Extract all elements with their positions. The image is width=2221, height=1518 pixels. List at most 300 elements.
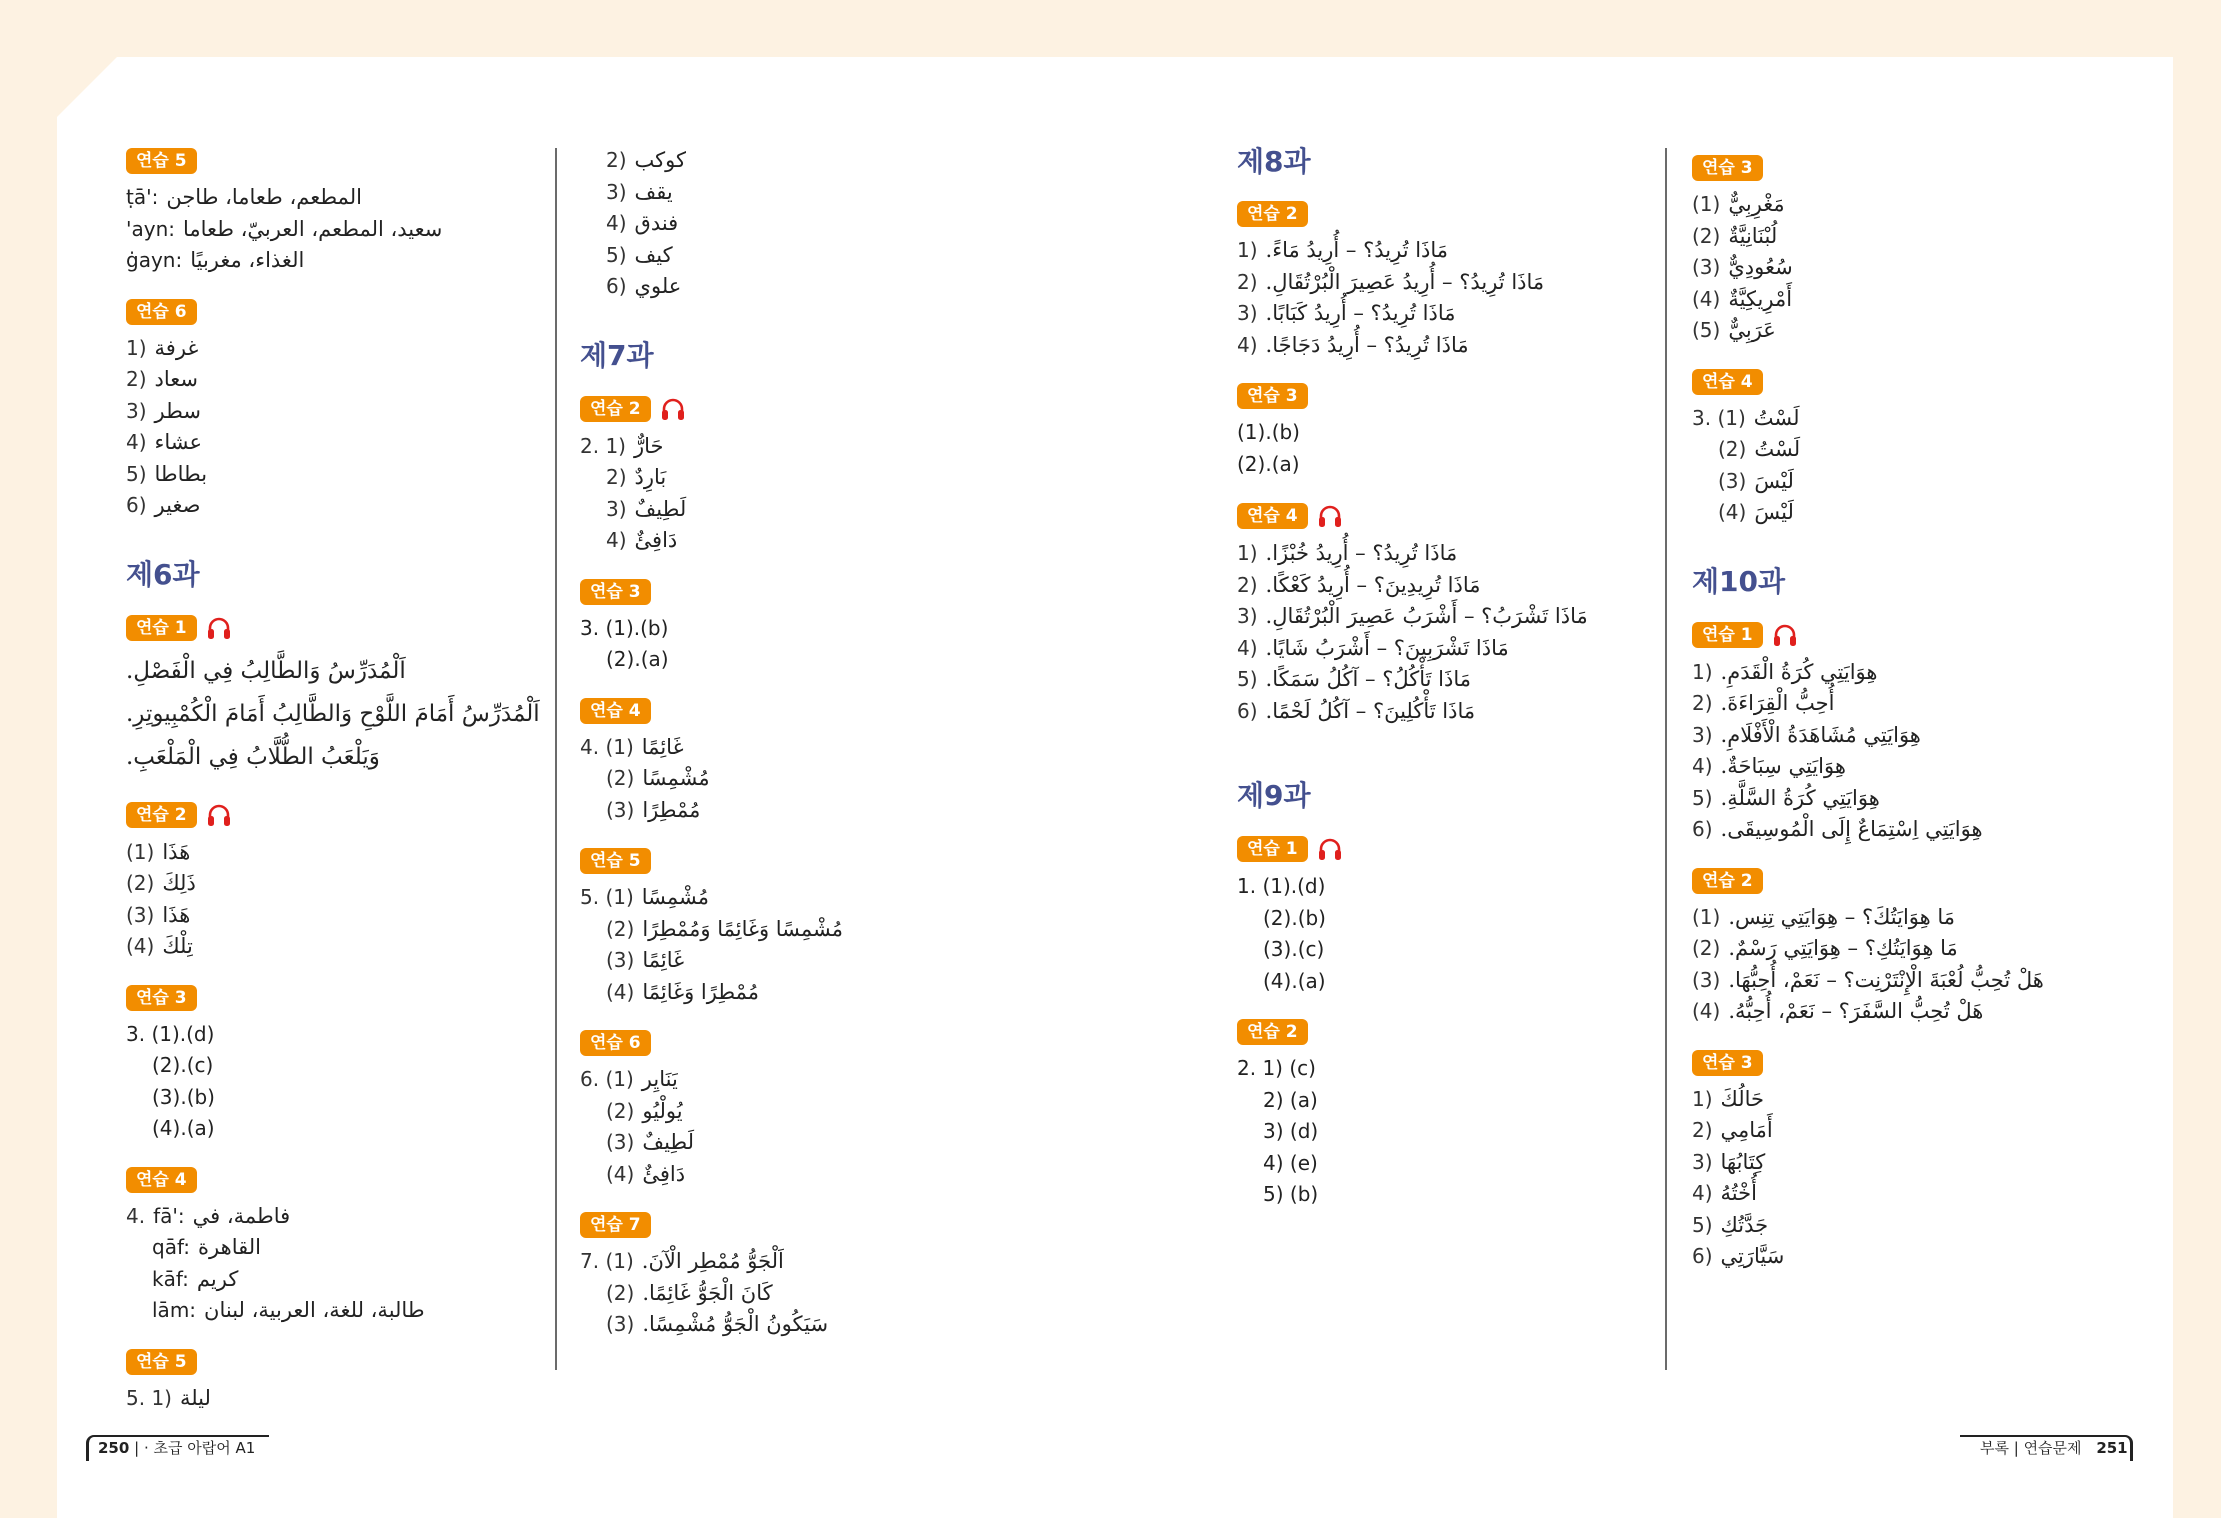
answer-number: (2) (1718, 437, 1747, 461)
answer-line (1692, 814, 2132, 846)
page-number-left: 250 (98, 1439, 130, 1457)
headphone-icon (1316, 502, 1344, 530)
arabic-answer: تِلْكَ (162, 934, 193, 958)
answer-line (126, 396, 536, 428)
answer-line (580, 1064, 1040, 1096)
answer-line: (2).(a) (1237, 451, 1300, 476)
exercise-header (126, 1349, 536, 1375)
answer-number: 3) (1692, 1149, 1713, 1174)
answer-line: (2).(b) (1263, 905, 1326, 930)
answer-number: 4) (1237, 635, 1258, 660)
exercise-badge: 연습 4 (580, 698, 651, 724)
answer-line: 5) (b) (1263, 1182, 1319, 1206)
answer-line (1237, 538, 1657, 570)
arabic-answer: مَاذَا تُرِيدُ؟ – أُرِيدُ خُبْزًا. (1265, 541, 1458, 565)
exercise-badge: 연습 6 (126, 299, 197, 325)
answer-number: (3) (1692, 255, 1721, 279)
answer-line: (2).(c) (152, 1053, 214, 1077)
answer-line (1237, 235, 1657, 267)
answer-number: (4) (606, 979, 635, 1004)
answer-line (126, 364, 536, 396)
letter-label: ġayn: (126, 248, 183, 272)
arabic-answer: لَسْتُ (1754, 437, 1801, 461)
answer-line (126, 1232, 536, 1264)
answer-line (1692, 1178, 2132, 1210)
arabic-answer: اَلْمُدَرِّسُ وَالطَّالِبُ فِي الْفَصْلِ. (126, 657, 406, 684)
answer-line: (3).(b) (152, 1084, 215, 1109)
answer-line (580, 977, 1040, 1009)
exercise-header (126, 614, 536, 642)
answer-line (126, 1383, 536, 1415)
exercise-badge: 연습 2 (1237, 1019, 1308, 1045)
answer-number: 3. (1) (1692, 405, 1746, 430)
answer-number: 2) (1237, 572, 1258, 597)
answer-line (606, 208, 1040, 240)
answer-line (1692, 221, 2132, 253)
exercise-badge: 연습 4 (126, 1167, 197, 1193)
answer-line: 4) (e) (1263, 1150, 1318, 1175)
answer-number: 1) (1692, 659, 1713, 684)
answer-line (580, 914, 1040, 946)
arabic-answer: كيف (634, 242, 673, 267)
answer-number: (2) (606, 1280, 635, 1305)
answer-number: (3) (1692, 967, 1721, 992)
answer-number: (3) (606, 1312, 635, 1336)
answer-number: 1) (1237, 541, 1258, 565)
arabic-answer: لَسْتُ (1753, 405, 1800, 430)
exercise-header (1692, 621, 2132, 649)
exercise-badge: 연습 4 (1237, 503, 1308, 529)
answer-number: 1) (1692, 1086, 1713, 1111)
answer-line: 3. (1).(d) (126, 1021, 215, 1046)
answer-line (126, 1264, 536, 1296)
lesson-heading: 제7과 (580, 338, 654, 372)
answer-line (126, 900, 536, 932)
exercise-header (1237, 1019, 1657, 1045)
answer-line (580, 945, 1040, 977)
arabic-answer: لُبْنَانِيَّةٌ (1728, 223, 1778, 248)
answer-line (126, 333, 536, 365)
exercise-header (580, 698, 1040, 724)
letter-label: 'ayn: (126, 216, 176, 241)
answer-number: (2) (606, 916, 635, 941)
arabic-answer: يقف (634, 179, 673, 204)
answer-line (1692, 933, 2132, 965)
arabic-answer: أَمَامِي (1720, 1118, 1773, 1142)
exercise-header (1237, 502, 1657, 530)
arabic-answer: مَاذَا تَأْكُلِينَ؟ – آكُلُ لَحْمًا. (1265, 698, 1476, 723)
answer-line (1692, 751, 2132, 783)
answer-number: (2) (606, 766, 635, 790)
answer-number: (3) (606, 797, 635, 822)
arabic-answer: يَنَايِر (641, 1067, 678, 1091)
answer-line (1692, 189, 2132, 221)
exercise-badge: 연습 3 (1692, 1050, 1763, 1076)
answer-line (1237, 664, 1657, 696)
answer-number: 3) (1237, 604, 1258, 628)
column-4 (1692, 155, 2132, 1273)
answer-number: 6) (126, 493, 147, 517)
answer-number: 5) (606, 242, 627, 267)
arabic-answer: مُشْمِسًا وَغَائِمًا وَمُمْطِرًا (642, 916, 844, 941)
answer-line (1237, 330, 1657, 362)
answer-number: 4) (606, 528, 627, 552)
answer-line (606, 271, 1040, 303)
exercise-badge: 연습 3 (126, 985, 197, 1011)
exercise-header (126, 1167, 536, 1193)
arabic-answer: اَلْمُدَرِّسُ أَمَامَ اللَّوْحِ وَالطَّالِبُ أَمَامَ الْكُمْبِيوتِرِ. (126, 700, 540, 727)
letter-label: kāf: (152, 1266, 189, 1291)
answer-line (1692, 688, 2132, 720)
answer-line (126, 1201, 536, 1233)
answer-number: 3) (606, 179, 627, 204)
answer-line (1692, 657, 2132, 689)
exercise-header (126, 299, 536, 325)
answer-line (580, 1278, 1040, 1310)
answer-number: 6) (606, 274, 627, 298)
column-divider (555, 148, 557, 1370)
answer-line (126, 490, 536, 522)
answer-line (126, 182, 536, 214)
answer-line (580, 763, 1040, 795)
exercise-header (1237, 383, 1657, 409)
arabic-answer: القاهرة (198, 1235, 261, 1259)
arabic-answer: سَيَكُونُ الْجَوُّ مُشْمِسًا. (642, 1312, 829, 1336)
arabic-answer: مَاذَا تَشْرَبِينَ؟ – أَشْرَبُ شَايًا. (1265, 635, 1509, 660)
arabic-answer: فندق (634, 211, 679, 235)
answer-number: 5) (1692, 1212, 1713, 1237)
exercise-header (126, 148, 536, 174)
answer-number: 6. (1) (580, 1067, 634, 1091)
answer-line (1692, 902, 2132, 934)
answer-line (580, 795, 1040, 827)
arabic-answer: أُحِبُّ الْقِرَاءَةَ. (1720, 691, 1835, 715)
exercise-header (1692, 155, 2132, 181)
arabic-answer: فاطمة، في (192, 1203, 291, 1228)
arabic-answer: مَاذَا تُرِيدِينَ؟ – أُرِيدُ كَعْكًا. (1265, 572, 1481, 597)
page-number-right: 251 (2096, 1439, 2128, 1457)
exercise-badge: 연습 1 (1692, 622, 1763, 648)
answer-line (1692, 315, 2132, 347)
arabic-answer: صغير (154, 493, 201, 517)
arabic-answer: هِوَايَتِي مُشَاهَدَةُ الْأَفْلَامِ. (1720, 722, 1921, 747)
answer-line (126, 868, 536, 900)
footer-right (1980, 1435, 2128, 1461)
answer-line (1692, 720, 2132, 752)
answer-line: 2) (a) (1263, 1087, 1318, 1112)
exercise-badge: 연습 1 (126, 615, 197, 641)
arabic-answer: هَلْ تُحِبُّ لُعْبَةَ الْإِنْتَرْنِت؟ – نَعَمْ، أُحِبُّهَا. (1728, 967, 2044, 992)
column-1 (126, 148, 540, 1414)
lesson-heading: 제10과 (1692, 564, 1786, 598)
answer-number: (3) (606, 1130, 635, 1154)
arabic-answer: مَاذَا تُرِيدُ؟ – أُرِيدُ كَبَابًا. (1265, 301, 1456, 325)
arabic-answer: ليلة (179, 1385, 211, 1410)
arabic-answer: هِوَايَتِي كُرَةُ الْقَدَمِ. (1720, 659, 1878, 684)
arabic-answer: هِوَايَتِي كُرَةُ السَّلَّةِ. (1720, 785, 1880, 810)
answer-line (580, 1096, 1040, 1128)
arabic-answer: دَافِئٌ (642, 1161, 686, 1186)
arabic-answer: مَغْرِبِيٌّ (1728, 192, 1785, 216)
answer-line (1237, 601, 1657, 633)
exercise-header (580, 1030, 1040, 1056)
arabic-answer: لَيْسَ (1754, 500, 1794, 524)
arabic-answer: عشاء (154, 430, 203, 454)
arabic-answer: سَيَّارَتِي (1720, 1244, 1785, 1268)
arabic-answer: جَدَّتُكِ (1720, 1212, 1769, 1237)
arabic-answer: يُولْيُو (642, 1098, 683, 1123)
answer-line (126, 245, 536, 277)
lesson-heading: 제6과 (126, 557, 200, 591)
answer-line (126, 214, 536, 246)
answer-number: 7. (1) (580, 1249, 634, 1273)
answer-line (1237, 298, 1657, 330)
answer-line (1692, 1241, 2132, 1273)
answer-line (1692, 996, 2132, 1028)
exercise-badge: 연습 3 (1237, 383, 1308, 409)
arabic-answer: بطاطا (154, 461, 208, 486)
exercise-badge: 연습 2 (126, 802, 197, 828)
answer-number: 2) (606, 148, 627, 172)
answer-number: 4. (1) (580, 734, 634, 759)
answer-number: (1) (1692, 192, 1721, 216)
arabic-answer: مَا هِوَايَتُكِ؟ – هِوَايَتِي رَسْمٌ. (1728, 936, 1958, 960)
answer-line: (2).(a) (606, 647, 669, 671)
arabic-answer: أُخْتُهُ (1720, 1181, 1757, 1205)
answer-number: 2) (1692, 1118, 1713, 1142)
arabic-answer: سعيد، المطعم، العربيّ، طعاما (183, 216, 443, 241)
answer-line (1237, 267, 1657, 299)
exercise-header (1692, 369, 2132, 395)
answer-number: (5) (1692, 318, 1721, 342)
arabic-answer: أَمْرِيكِيَّةٌ (1728, 286, 1793, 311)
arabic-answer: مُشْمِسًا (641, 885, 710, 909)
answer-line (126, 837, 536, 869)
arabic-answer: لَطِيفٌ (634, 496, 687, 521)
arabic-answer: دَافِئٌ (634, 528, 678, 552)
answer-line (580, 431, 1040, 463)
exercise-badge: 연습 3 (580, 579, 651, 605)
answer-line (580, 525, 1040, 557)
lesson-heading: 제8과 (1237, 145, 1311, 178)
arabic-answer: الغذاء، مغربيًا (190, 248, 305, 272)
arabic-answer: مَاذَا تُرِيدُ؟ – أُرِيدُ مَاءً. (1265, 238, 1449, 262)
headphone-icon (205, 801, 233, 829)
headphone-icon (1771, 621, 1799, 649)
arabic-answer: سُعُودِيٌّ (1728, 255, 1793, 279)
answer-line (1692, 965, 2132, 997)
arabic-answer: سعاد (154, 367, 199, 391)
column-2 (580, 145, 1040, 1341)
answer-line (1692, 466, 2132, 498)
answer-number: (2) (1692, 936, 1721, 960)
letter-label: qāf: (152, 1235, 191, 1259)
headphone-icon (659, 395, 687, 423)
exercise-badge: 연습 6 (580, 1030, 651, 1056)
arabic-answer: حَارٌّ (633, 433, 664, 458)
answer-number: (2) (126, 871, 155, 895)
lesson-heading: 제9과 (1237, 779, 1311, 812)
arabic-answer: كَانَ الْجَوُّ غَائِمًا. (642, 1280, 773, 1305)
arabic-answer: كريم (196, 1266, 239, 1291)
arabic-answer: مُشْمِسًا (642, 766, 710, 790)
arabic-answer: هَذَا (162, 902, 191, 927)
answer-line (580, 462, 1040, 494)
answer-number: (1) (1692, 904, 1721, 929)
exercise-badge: 연습 3 (1692, 155, 1763, 181)
arabic-sentence (126, 736, 536, 779)
answer-line (1692, 783, 2132, 815)
answer-number: 6) (1692, 1244, 1713, 1268)
exercise-badge: 연습 2 (1692, 868, 1763, 894)
exercise-badge: 연습 1 (1237, 836, 1308, 862)
answer-number: 2) (1237, 269, 1258, 294)
answer-number: (4) (1692, 999, 1721, 1023)
arabic-answer: مَاذَا تَأْكُلُ؟ – آكُلُ سَمَكًا. (1265, 667, 1471, 691)
answer-line (606, 177, 1040, 209)
answer-line (126, 427, 536, 459)
exercise-header (580, 579, 1040, 605)
answer-line: (4).(a) (152, 1116, 215, 1140)
answer-line: (1).(b) (1237, 420, 1300, 444)
section-label: 부록 | 연습문제 (1980, 1439, 2082, 1457)
arabic-answer: مُمْطِرًا (642, 797, 701, 822)
arabic-answer: حَالُكَ (1720, 1086, 1765, 1111)
arabic-sentence (126, 693, 540, 736)
answer-number: (3) (126, 902, 155, 927)
answer-number: 5) (1692, 785, 1713, 810)
answer-number: 4) (1692, 754, 1713, 778)
answer-number: 4) (1692, 1181, 1713, 1205)
arabic-answer: ذَلِكَ (162, 871, 196, 895)
arabic-answer: المطعم، طعاما، طاجن (166, 185, 362, 209)
answer-line (1692, 434, 2132, 466)
arabic-answer: هِوَايَتِي سِبَاحَةٌ. (1720, 754, 1846, 778)
column-3 (1237, 145, 1657, 1211)
answer-line (1692, 497, 2132, 529)
arabic-answer: غَائِمًا (641, 734, 684, 759)
exercise-badge: 연습 2 (580, 396, 651, 422)
arabic-answer: مَاذَا تُرِيدُ؟ – أُرِيدُ دَجَاجًا. (1265, 332, 1469, 357)
arabic-sentence (126, 650, 536, 693)
answer-line: (3).(c) (1263, 937, 1325, 961)
answer-number: 5. 1) (126, 1385, 172, 1410)
answer-number: 1) (1237, 238, 1258, 262)
answer-number: 2. 1) (580, 433, 626, 458)
answer-number: 3) (1237, 301, 1258, 325)
answer-number: 3) (126, 398, 147, 423)
answer-line (126, 931, 536, 963)
answer-line (1692, 1210, 2132, 1242)
exercise-badge: 연습 5 (580, 848, 651, 874)
answer-number: 6) (1692, 817, 1713, 841)
exercise-header (1692, 868, 2132, 894)
answer-line (580, 882, 1040, 914)
answer-number: 3) (1692, 722, 1713, 747)
letter-label: lām: (152, 1298, 197, 1322)
book-title: · 초급 아랍어 A1 (143, 1439, 256, 1457)
arabic-answer: مَاذَا تَشْرَبُ؟ – أَشْرَبُ عَصِيرَ الْبُرْتُقَالِ. (1265, 604, 1588, 628)
answer-line (126, 1295, 536, 1327)
arabic-answer: طالبة، للغة، العربية، لبنان (204, 1298, 425, 1322)
answer-number: (2) (1692, 223, 1721, 248)
arabic-answer: كِتَابُهَا (1720, 1149, 1766, 1174)
answer-number: (2) (606, 1098, 635, 1123)
answer-number: 4) (1237, 332, 1258, 357)
answer-number: 4) (606, 211, 627, 235)
letter-label: ṭā': (126, 185, 159, 209)
answer-line (1692, 1084, 2132, 1116)
arabic-answer: علوي (634, 274, 682, 298)
arabic-answer: غرفة (154, 335, 199, 360)
answer-line (580, 1159, 1040, 1191)
answer-line (606, 145, 1040, 177)
answer-line (1692, 1115, 2132, 1147)
exercise-header (580, 395, 1040, 423)
answer-line (580, 1246, 1040, 1278)
answer-line: 3) (d) (1263, 1119, 1319, 1143)
exercise-badge: 연습 5 (126, 148, 197, 174)
answer-number: (4) (1718, 500, 1747, 524)
exercise-badge: 연습 7 (580, 1212, 651, 1238)
answer-number: 1) (126, 335, 147, 360)
answer-line (1692, 403, 2132, 435)
answer-number: 4. (126, 1203, 146, 1228)
answer-line: 2. 1) (c) (1237, 1056, 1316, 1080)
exercise-header (1692, 1050, 2132, 1076)
arabic-answer: مَا هِوَايَتُكَ؟ – هِوَايَتِي تِنِس. (1728, 904, 1956, 929)
answer-number: (3) (606, 948, 635, 972)
answer-number: 6) (1237, 698, 1258, 723)
exercise-header (580, 848, 1040, 874)
answer-number: 5) (1237, 667, 1258, 691)
headphone-icon (205, 614, 233, 642)
arabic-answer: مَاذَا تُرِيدُ؟ – أُرِيدُ عَصِيرَ الْبُرْتُقَالِ. (1265, 269, 1545, 294)
headphone-icon (1316, 835, 1344, 863)
answer-line (606, 240, 1040, 272)
arabic-answer: هَلْ تُحِبُّ السَّفَرَ؟ – نَعَمْ، أُحِبُّهُ. (1728, 999, 1984, 1023)
answer-line (1692, 284, 2132, 316)
answer-line (580, 494, 1040, 526)
answer-number: (4) (1692, 286, 1721, 311)
arabic-answer: سطر (154, 398, 201, 423)
exercise-header (126, 801, 536, 829)
answer-number: 3) (606, 496, 627, 521)
exercise-badge: 연습 4 (1692, 369, 1763, 395)
answer-number: (4) (126, 934, 155, 958)
answer-line: (4).(a) (1263, 968, 1326, 993)
answer-line (580, 732, 1040, 764)
exercise-badge: 연습 5 (126, 1349, 197, 1375)
answer-line (1692, 1147, 2132, 1179)
answer-number: 2) (126, 367, 147, 391)
answer-number: 2) (606, 465, 627, 489)
arabic-answer: هَذَا (162, 839, 191, 864)
answer-number: (3) (1718, 468, 1747, 493)
arabic-answer: عَرَبِيٌّ (1728, 318, 1776, 342)
exercise-header (1237, 835, 1657, 863)
arabic-answer: لَطِيفٌ (642, 1130, 695, 1154)
arabic-answer: هِوَايَتِي اِسْتِمَاعٌ إِلَى الْمُوسِيقَى. (1720, 817, 1983, 841)
arabic-answer: كوكب (634, 148, 686, 172)
answer-number: 4) (126, 430, 147, 454)
exercise-header (580, 1212, 1040, 1238)
answer-number: 5. (1) (580, 885, 634, 909)
answer-number: 2) (1692, 691, 1713, 715)
arabic-answer: مُمْطِرًا وَغَائِمًا (642, 979, 759, 1004)
exercise-header (126, 985, 536, 1011)
arabic-answer: لَيْسَ (1754, 468, 1794, 493)
